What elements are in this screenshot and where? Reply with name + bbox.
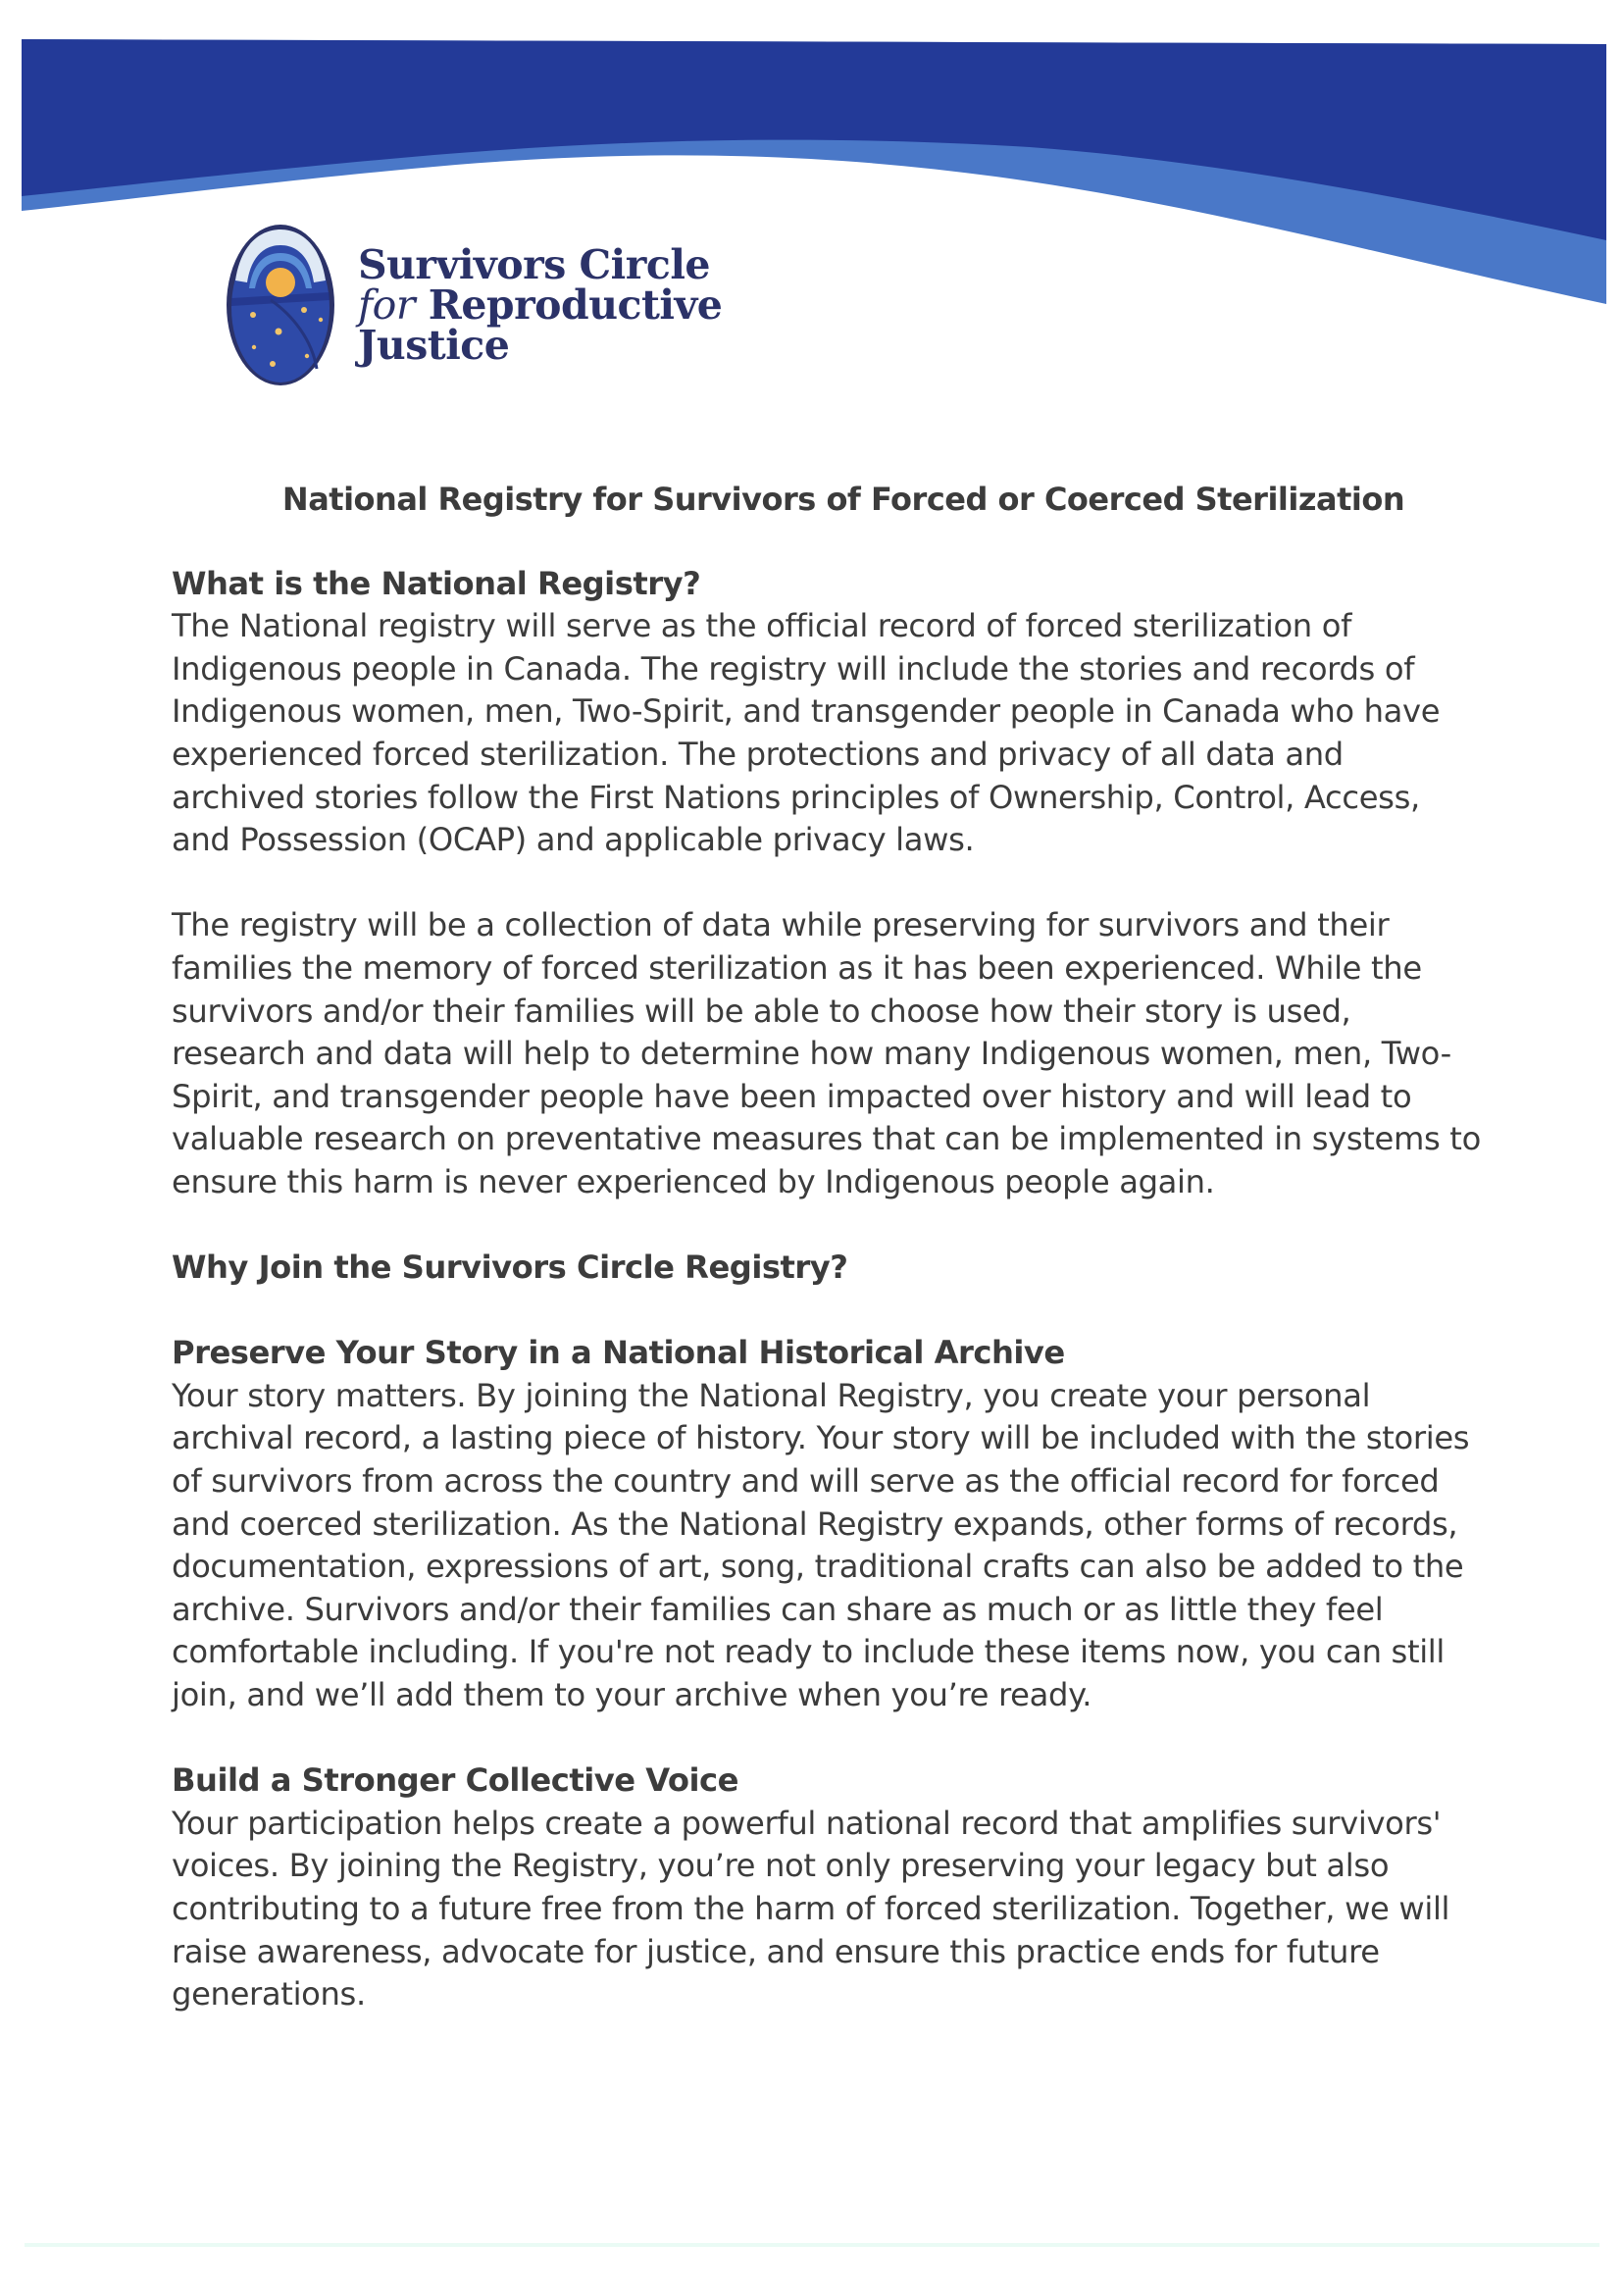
document-body [172, 479, 1486, 2016]
organization-logo [224, 222, 734, 398]
emblem-icon [224, 222, 337, 388]
org-name-reproductive: Reproductive [428, 281, 723, 329]
section-paragraph: Your story matters. By joining the National Registry, you create your personal archival record, a lasting piece of history. Your story will be included with the stories of survivors from across the country and will serve as the official record for forced and coerced sterilization. As the National Registry expands, other forms of records, documentation, expressions of art, song, traditional crafts can also be added to the archive. Survivors and/or their families can share as much or as little they feel comfortable including. If you're not ready to include these items now, you can still join, and we’ll add them to your archive when you’re ready. [172, 1376, 1470, 1714]
section-paragraph: The registry will be a collection of data while preserving for survivors and their families the memory of forced sterilization as it has been experienced. While the survivors and/or their families will be able to choose how their story is used, research and data will help to determine how many Indigenous women, men, Two-Spirit, and transgender people have been impacted over history and will lead to valuable research on preventative measures that can be implemented in systems to ensure this harm is never experienced by Indigenous people again. [172, 906, 1481, 1200]
footer-rule [25, 2243, 1599, 2247]
org-name-line-1: Survivors Circle [358, 241, 710, 288]
section-paragraph: Your participation helps create a powerful national record that amplifies survivors' voices. By joining the Registry, you’re not only preserving your legacy but also contributing to a future free from the harm of forced sterilization. Together, we will raise awareness, advocate for justice, and ensure this practice ends for future generations. [172, 1804, 1450, 2014]
org-name-line-2 [358, 281, 723, 329]
section-heading: Preserve Your Story in a National Historical Archive [172, 1334, 1065, 1372]
org-name-line-3: Justice [358, 322, 510, 369]
section-heading: Why Join the Survivors Circle Registry? [172, 1249, 848, 1287]
section-heading: Build a Stronger Collective Voice [172, 1761, 738, 1800]
section-heading: What is the National Registry? [172, 564, 701, 602]
org-name-for: for [358, 281, 415, 329]
organization-name [358, 241, 723, 369]
section-paragraph: The National registry will serve as the official record of forced sterilization of Indigenous people in Canada. The registry will include the stories and records of Indigenous women, men, Two-Spirit, and transgender people in Canada who have experienced forced sterilization. The protections and privacy of all data and archived stories follow the First Nations principles of Ownership, Control, Access, and Possession (OCAP) and applicable privacy laws. [172, 607, 1441, 859]
document-title: National Registry for Survivors of Forced or Coerced Sterilization [281, 481, 1405, 518]
